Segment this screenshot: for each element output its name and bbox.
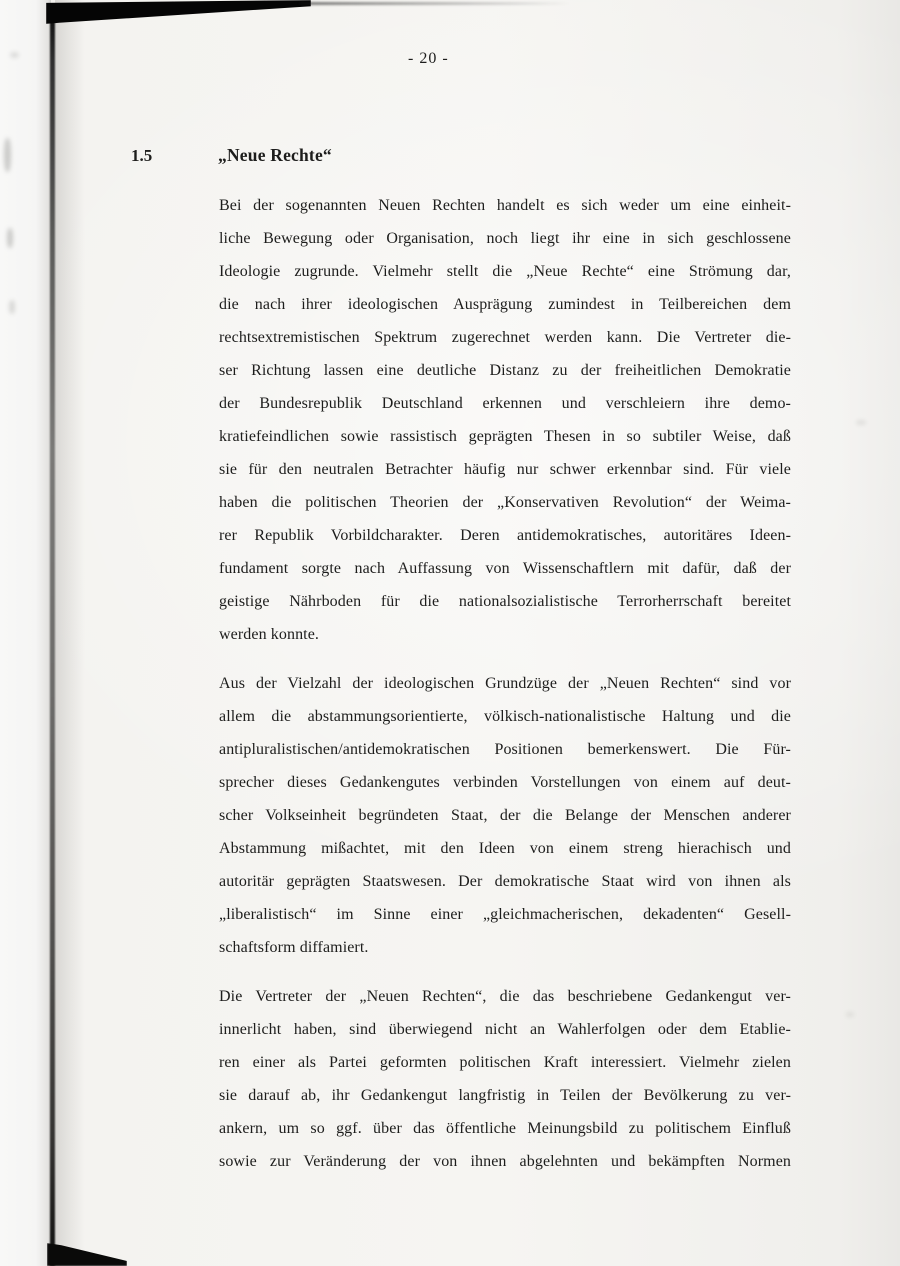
text-line: Abstammung mißachtet, mit den Ideen von einem streng hierachisch und [219, 840, 791, 857]
text-line: rer Republik Vorbildcharakter. Deren antidemokratisches, autoritäres Ideen- [219, 527, 791, 544]
text-line: Die Vertreter der „Neuen Rechten“, die das beschriebene Gedankengut ver- [219, 988, 791, 1005]
smudge-mark [9, 300, 15, 314]
text-line: ankern, um so ggf. über das öffentliche Meinungsbild zu politischem Einfluß [219, 1120, 791, 1137]
text-line: der Bundesrepublik Deutschland erkennen und verschleiern ihre demo- [219, 395, 791, 412]
spine-line [50, 10, 55, 1266]
text-line: „liberalistisch“ im Sinne einer „gleichmacherischen, dekadenten“ Gesell- [219, 906, 791, 923]
smudge-mark [10, 52, 19, 58]
spine-top-wedge [46, 0, 311, 24]
left-margin-strip [0, 0, 51, 1266]
text-line: ser Richtung lassen eine deutliche Distanz zu der freiheitlichen Demokratie [219, 362, 791, 379]
page-number: - 20 - [408, 50, 449, 67]
section-number: 1.5 [131, 146, 153, 165]
text-line: sie darauf ab, ihr Gedankengut langfristig in Teilen der Bevölkerung zu ver- [219, 1087, 791, 1104]
text-line: ren einer als Partei geformten politischen Kraft interessiert. Vielmehr zielen [219, 1054, 791, 1071]
text-line: kratiefeindlichen sowie rassistisch geprägten Thesen in so subtiler Weise, daß [219, 428, 791, 445]
section-title: „Neue Rechte“ [218, 145, 332, 165]
text-line: allem die abstammungsorientierte, völkisch-nationalistische Haltung und die [219, 708, 791, 725]
text-line: innerlicht haben, sind überwiegend nicht an Wahlerfolgen oder dem Etablie- [219, 1021, 791, 1038]
spine-bottom-wedge [47, 1243, 127, 1266]
text-line: sowie zur Veränderung der von ihnen abgelehnten und bekämpften Normen [219, 1153, 791, 1170]
smudge-mark [856, 420, 866, 425]
text-line: Ideologie zugrunde. Vielmehr stellt die „Neue Rechte“ eine Strömung dar, [219, 263, 791, 280]
text-line: scher Volkseinheit begründeten Staat, der die Belange der Menschen anderer [219, 807, 791, 824]
paragraph [219, 980, 791, 1178]
body-text [219, 189, 791, 1194]
text-line: Aus der Vielzahl der ideologischen Grundzüge der „Neuen Rechten“ sind vor [219, 675, 791, 692]
paragraph [219, 667, 791, 964]
text-line: rechtsextremistischen Spektrum zugerechnet werden kann. Die Vertreter die- [219, 329, 791, 346]
text-line: sprecher dieses Gedankengutes verbinden Vorstellungen von einem auf deut- [219, 774, 791, 791]
smudge-mark [4, 138, 11, 172]
text-line: Bei der sogenannten Neuen Rechten handelt es sich weder um eine einheit- [219, 197, 791, 214]
text-line: antipluralistischen/antidemokratischen Positionen bemerkenswert. Die Für- [219, 741, 791, 758]
text-line: sie für den neutralen Betrachter häufig nur schwer erkennbar sind. Für viele [219, 461, 791, 478]
spine-shadow [55, 0, 85, 1266]
text-line: werden konnte. [219, 626, 320, 643]
text-line: liche Bewegung oder Organisation, noch liegt ihr eine in sich geschlossene [219, 230, 791, 247]
paragraph [219, 189, 791, 651]
smudge-mark [7, 228, 13, 248]
text-line: haben die politischen Theorien der „Konservativen Revolution“ der Weima- [219, 494, 791, 511]
text-line: geistige Nährboden für die nationalsozialistische Terrorherrschaft bereitet [219, 593, 791, 610]
text-line: die nach ihrer ideologischen Ausprägung zumindest in Teilbereichen dem [219, 296, 791, 313]
smudge-mark [846, 1012, 854, 1017]
top-edge-line [300, 2, 570, 5]
text-line: autoritär geprägten Staatswesen. Der demokratische Staat wird von ihnen als [219, 873, 791, 890]
text-line: schaftsform diffamiert. [219, 939, 369, 956]
text-line: fundament sorgte nach Auffassung von Wissenschaftlern mit dafür, daß der [219, 560, 791, 577]
